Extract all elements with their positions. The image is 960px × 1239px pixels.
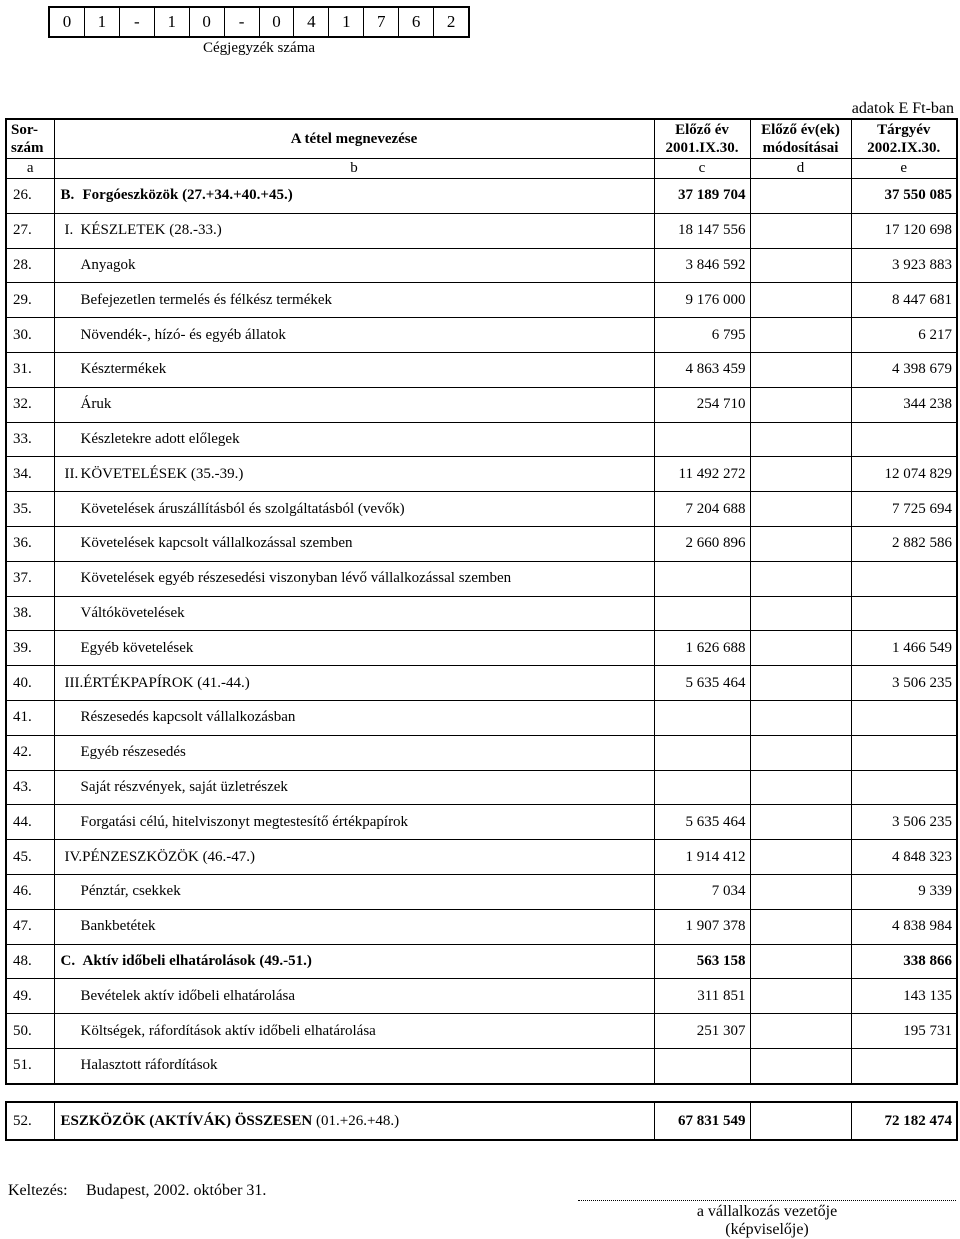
- row-value-mod: [750, 1014, 851, 1049]
- table-row: [6, 874, 957, 909]
- row-number: 47.: [6, 909, 54, 944]
- table-row: [6, 213, 957, 248]
- row-value-mod: [750, 283, 851, 318]
- row-value-mod: [750, 944, 851, 979]
- row-number: 30.: [6, 318, 54, 353]
- row-value-mod: [750, 596, 851, 631]
- row-number: 31.: [6, 352, 54, 387]
- table-row: [6, 457, 957, 492]
- table-row: [6, 666, 957, 701]
- row-prefix: IV.: [64, 848, 83, 865]
- row-value-mod: [750, 248, 851, 283]
- row-value-curr: 4 848 323: [851, 840, 957, 875]
- row-label: Bankbetétek: [80, 918, 156, 935]
- row-value-prev: 6 795: [654, 318, 750, 353]
- row-name: [54, 909, 654, 944]
- table-row: [6, 700, 957, 735]
- total-row: [6, 1102, 957, 1140]
- row-number: 45.: [6, 840, 54, 875]
- row-name: [54, 387, 654, 422]
- row-value-curr: [851, 1048, 957, 1083]
- row-name: [54, 805, 654, 840]
- row-name: [54, 213, 654, 248]
- row-value-mod: [750, 213, 851, 248]
- row-number: 36.: [6, 526, 54, 561]
- row-value-curr: 37 550 085: [851, 179, 957, 214]
- row-value-prev: [654, 422, 750, 457]
- row-prefix: II.: [64, 465, 79, 482]
- row-value-mod: [750, 352, 851, 387]
- row-label: Követelések kapcsolt vállalkozással szemben: [80, 535, 353, 552]
- row-value-curr: 1 466 549: [851, 631, 957, 666]
- row-number: 42.: [6, 735, 54, 770]
- date-label: Keltezés:: [8, 1182, 68, 1199]
- table-row: [6, 283, 957, 318]
- total-mod-value: [750, 1102, 851, 1140]
- row-value-curr: 17 120 698: [851, 213, 957, 248]
- row-label: Követelések áruszállításból és szolgáltatásból (vevők): [80, 500, 405, 517]
- header-col-d: [750, 119, 851, 159]
- row-name: [54, 179, 654, 214]
- row-value-curr: 4 398 679: [851, 352, 957, 387]
- row-label: Forgatási célú, hitelviszonyt megtestesítő értékpapírok: [80, 813, 409, 830]
- row-value-prev: [654, 1048, 750, 1083]
- row-name: [54, 457, 654, 492]
- table-row: [6, 526, 957, 561]
- header-col-d-line2: módosításai: [762, 140, 839, 156]
- table-row: [6, 596, 957, 631]
- row-value-prev: 1 914 412: [654, 840, 750, 875]
- row-label: KÖVETELÉSEK (35.-39.): [80, 465, 244, 482]
- row-value-prev: 37 189 704: [654, 179, 750, 214]
- header-row: [6, 119, 957, 159]
- row-value-prev: [654, 596, 750, 631]
- reg-digit: 0: [260, 8, 295, 36]
- row-label: Késztermékek: [80, 361, 167, 378]
- row-name: [54, 666, 654, 701]
- row-value-prev: 3 846 592: [654, 248, 750, 283]
- header-col-d-line1: Előző év(ek): [761, 122, 840, 138]
- reg-digit: -: [225, 8, 260, 36]
- table-row: [6, 944, 957, 979]
- row-value-curr: 8 447 681: [851, 283, 957, 318]
- row-prefix: I.: [64, 222, 74, 239]
- row-value-mod: [750, 770, 851, 805]
- row-label: Forgóeszközök (27.+34.+40.+45.): [82, 187, 293, 204]
- reg-digit: 7: [364, 8, 399, 36]
- row-value-prev: [654, 770, 750, 805]
- row-value-mod: [750, 666, 851, 701]
- row-value-curr: 7 725 694: [851, 492, 957, 527]
- row-value-curr: 12 074 829: [851, 457, 957, 492]
- total-row-name: [54, 1102, 654, 1140]
- row-value-mod: [750, 1048, 851, 1083]
- column-code-row: [6, 159, 957, 179]
- row-name: [54, 770, 654, 805]
- row-number: 32.: [6, 387, 54, 422]
- row-name: [54, 1048, 654, 1083]
- row-name: [54, 1014, 654, 1049]
- row-value-curr: 4 838 984: [851, 909, 957, 944]
- row-value-curr: [851, 561, 957, 596]
- row-value-prev: 5 635 464: [654, 666, 750, 701]
- total-name: ESZKÖZÖK (AKTÍVÁK) ÖSSZESEN: [60, 1112, 313, 1129]
- row-value-prev: 254 710: [654, 387, 750, 422]
- row-number: 38.: [6, 596, 54, 631]
- row-value-mod: [750, 492, 851, 527]
- row-label: Pénztár, csekkek: [80, 883, 181, 900]
- row-label: Váltókövetelések: [80, 604, 185, 621]
- row-value-mod: [750, 387, 851, 422]
- header-col-b: A tétel megnevezése: [54, 119, 654, 159]
- table-row: [6, 352, 957, 387]
- row-value-prev: [654, 700, 750, 735]
- row-number: 34.: [6, 457, 54, 492]
- row-value-curr: 3 506 235: [851, 666, 957, 701]
- reg-digit: 1: [329, 8, 364, 36]
- row-name: [54, 248, 654, 283]
- row-name: [54, 874, 654, 909]
- table-row: [6, 909, 957, 944]
- row-number: 39.: [6, 631, 54, 666]
- row-prefix: C.: [60, 952, 76, 969]
- row-label: PÉNZESZKÖZÖK (46.-47.): [82, 848, 256, 865]
- row-value-curr: 3 506 235: [851, 805, 957, 840]
- reg-digit: 0: [50, 8, 85, 36]
- row-value-mod: [750, 631, 851, 666]
- row-name: [54, 944, 654, 979]
- reg-digit: 1: [155, 8, 190, 36]
- header-col-e-line2: 2002.IX.30.: [867, 140, 941, 156]
- row-value-mod: [750, 840, 851, 875]
- reg-digit: 0: [190, 8, 225, 36]
- column-code: c: [654, 159, 750, 179]
- row-label: ÉRTÉKPAPÍROK (41.-44.): [83, 674, 250, 691]
- row-number: 43.: [6, 770, 54, 805]
- reg-digit: 2: [446, 12, 456, 31]
- signature-line: [578, 1200, 956, 1201]
- row-label: Egyéb követelések: [80, 639, 194, 656]
- row-value-prev: 18 147 556: [654, 213, 750, 248]
- row-label: Aktív időbeli elhatárolások (49.-51.): [82, 952, 312, 969]
- signature-title: a vállalkozás vezetője: [696, 1203, 838, 1220]
- row-name: [54, 840, 654, 875]
- total-row-number: 52.: [6, 1102, 54, 1140]
- header-col-e: [851, 119, 957, 159]
- table-row: [6, 422, 957, 457]
- row-value-curr: 344 238: [851, 387, 957, 422]
- total-curr-value: 72 182 474: [851, 1102, 957, 1140]
- row-label: Követelések egyéb részesedési viszonyban lévő vállalkozással szemben: [80, 570, 512, 587]
- row-label: Halasztott ráfordítások: [80, 1057, 218, 1074]
- row-value-prev: 7 034: [654, 874, 750, 909]
- table-row: [6, 318, 957, 353]
- header-col-e-line1: Tárgyév: [877, 122, 931, 138]
- header-col-c-line2: 2001.IX.30.: [665, 140, 739, 156]
- table-row: [6, 735, 957, 770]
- row-value-mod: [750, 979, 851, 1014]
- row-label: KÉSZLETEK (28.-33.): [80, 222, 222, 239]
- registration-number-box: [48, 6, 470, 38]
- row-value-mod: [750, 422, 851, 457]
- reg-digit: 4: [294, 8, 329, 36]
- row-value-prev: 7 204 688: [654, 492, 750, 527]
- row-value-prev: 4 863 459: [654, 352, 750, 387]
- row-value-curr: [851, 422, 957, 457]
- row-value-prev: 2 660 896: [654, 526, 750, 561]
- total-table: [5, 1101, 958, 1141]
- row-value-curr: [851, 700, 957, 735]
- row-name: [54, 561, 654, 596]
- unit-note: adatok E Ft-ban: [851, 100, 954, 117]
- header-col-a-line2: szám: [11, 140, 44, 156]
- row-value-prev: [654, 561, 750, 596]
- table-row: [6, 979, 957, 1014]
- row-value-mod: [750, 805, 851, 840]
- table-row: [6, 561, 957, 596]
- row-value-prev: 251 307: [654, 1014, 750, 1049]
- row-prefix: III.: [64, 674, 84, 691]
- header-col-c: [654, 119, 750, 159]
- table-row: [6, 805, 957, 840]
- row-value-curr: 9 339: [851, 874, 957, 909]
- row-name: [54, 422, 654, 457]
- header-col-a-line1: Sor-: [11, 122, 38, 138]
- column-code: d: [750, 159, 851, 179]
- table-row: [6, 631, 957, 666]
- row-number: 44.: [6, 805, 54, 840]
- row-number: 35.: [6, 492, 54, 527]
- row-name: [54, 492, 654, 527]
- table-row: [6, 1048, 957, 1083]
- row-value-mod: [750, 735, 851, 770]
- reg-digit: 6: [399, 8, 434, 36]
- row-name: [54, 979, 654, 1014]
- row-number: 37.: [6, 561, 54, 596]
- row-label: Egyéb részesedés: [80, 744, 186, 761]
- total-formula: (01.+26.+48.): [312, 1112, 400, 1129]
- row-value-curr: 338 866: [851, 944, 957, 979]
- row-label: Saját részvények, saját üzletrészek: [80, 778, 288, 795]
- row-name: [54, 596, 654, 631]
- row-value-mod: [750, 700, 851, 735]
- reg-digit: -: [120, 8, 155, 36]
- balance-rows: [6, 179, 957, 1084]
- row-label: Bevételek aktív időbeli elhatárolása: [80, 987, 295, 1004]
- row-name: [54, 352, 654, 387]
- row-number: 51.: [6, 1048, 54, 1083]
- row-prefix: B.: [60, 187, 75, 204]
- column-code: b: [54, 159, 654, 179]
- row-value-prev: 9 176 000: [654, 283, 750, 318]
- row-value-curr: [851, 735, 957, 770]
- header-col-c-line1: Előző év: [675, 122, 729, 138]
- balance-sheet-table: [5, 118, 958, 1085]
- table-row: [6, 492, 957, 527]
- row-value-mod: [750, 909, 851, 944]
- row-name: [54, 631, 654, 666]
- row-value-mod: [750, 457, 851, 492]
- header-col-a: [6, 119, 54, 159]
- row-label: Készletekre adott előlegek: [80, 430, 240, 447]
- column-code: a: [6, 159, 54, 179]
- row-value-curr: 2 882 586: [851, 526, 957, 561]
- row-number: 40.: [6, 666, 54, 701]
- row-value-prev: 11 492 272: [654, 457, 750, 492]
- row-number: 29.: [6, 283, 54, 318]
- row-value-mod: [750, 561, 851, 596]
- row-label: Költségek, ráfordítások aktív időbeli elhatárolása: [80, 1022, 376, 1039]
- row-value-curr: [851, 770, 957, 805]
- table-row: [6, 387, 957, 422]
- row-value-mod: [750, 179, 851, 214]
- table-row: [6, 1014, 957, 1049]
- row-value-curr: 6 217: [851, 318, 957, 353]
- row-value-mod: [750, 318, 851, 353]
- signature-subtitle: (képviselője): [725, 1221, 809, 1238]
- row-value-prev: 311 851: [654, 979, 750, 1014]
- row-label: Részesedés kapcsolt vállalkozásban: [80, 709, 296, 726]
- row-label: Növendék-, hízó- és egyéb állatok: [80, 326, 286, 343]
- row-value-prev: 1 626 688: [654, 631, 750, 666]
- row-number: 27.: [6, 213, 54, 248]
- row-value-prev: 5 635 464: [654, 805, 750, 840]
- table-row: [6, 248, 957, 283]
- row-number: 50.: [6, 1014, 54, 1049]
- reg-digit: 1: [85, 8, 120, 36]
- row-number: 28.: [6, 248, 54, 283]
- row-number: 49.: [6, 979, 54, 1014]
- table-row: [6, 770, 957, 805]
- row-value-curr: 3 923 883: [851, 248, 957, 283]
- total-prev-value: 67 831 549: [654, 1102, 750, 1140]
- row-number: 33.: [6, 422, 54, 457]
- row-name: [54, 283, 654, 318]
- row-value-prev: 1 907 378: [654, 909, 750, 944]
- column-code: e: [851, 159, 957, 179]
- row-name: [54, 700, 654, 735]
- row-number: 26.: [6, 179, 54, 214]
- row-value-mod: [750, 526, 851, 561]
- row-number: 41.: [6, 700, 54, 735]
- row-value-mod: [750, 874, 851, 909]
- row-number: 48.: [6, 944, 54, 979]
- row-label: Anyagok: [80, 256, 136, 273]
- table-row: [6, 840, 957, 875]
- row-value-curr: [851, 596, 957, 631]
- row-name: [54, 735, 654, 770]
- table-row: [6, 179, 957, 214]
- row-number: 46.: [6, 874, 54, 909]
- row-label: Befejezetlen termelés és félkész termékek: [80, 291, 333, 308]
- registration-label: Cégjegyzék száma: [202, 40, 316, 56]
- row-value-prev: 563 158: [654, 944, 750, 979]
- date-value: Budapest, 2002. október 31.: [86, 1182, 267, 1199]
- row-name: [54, 526, 654, 561]
- row-value-curr: 143 135: [851, 979, 957, 1014]
- row-value-prev: [654, 735, 750, 770]
- row-label: Áruk: [80, 396, 112, 413]
- row-value-curr: 195 731: [851, 1014, 957, 1049]
- row-name: [54, 318, 654, 353]
